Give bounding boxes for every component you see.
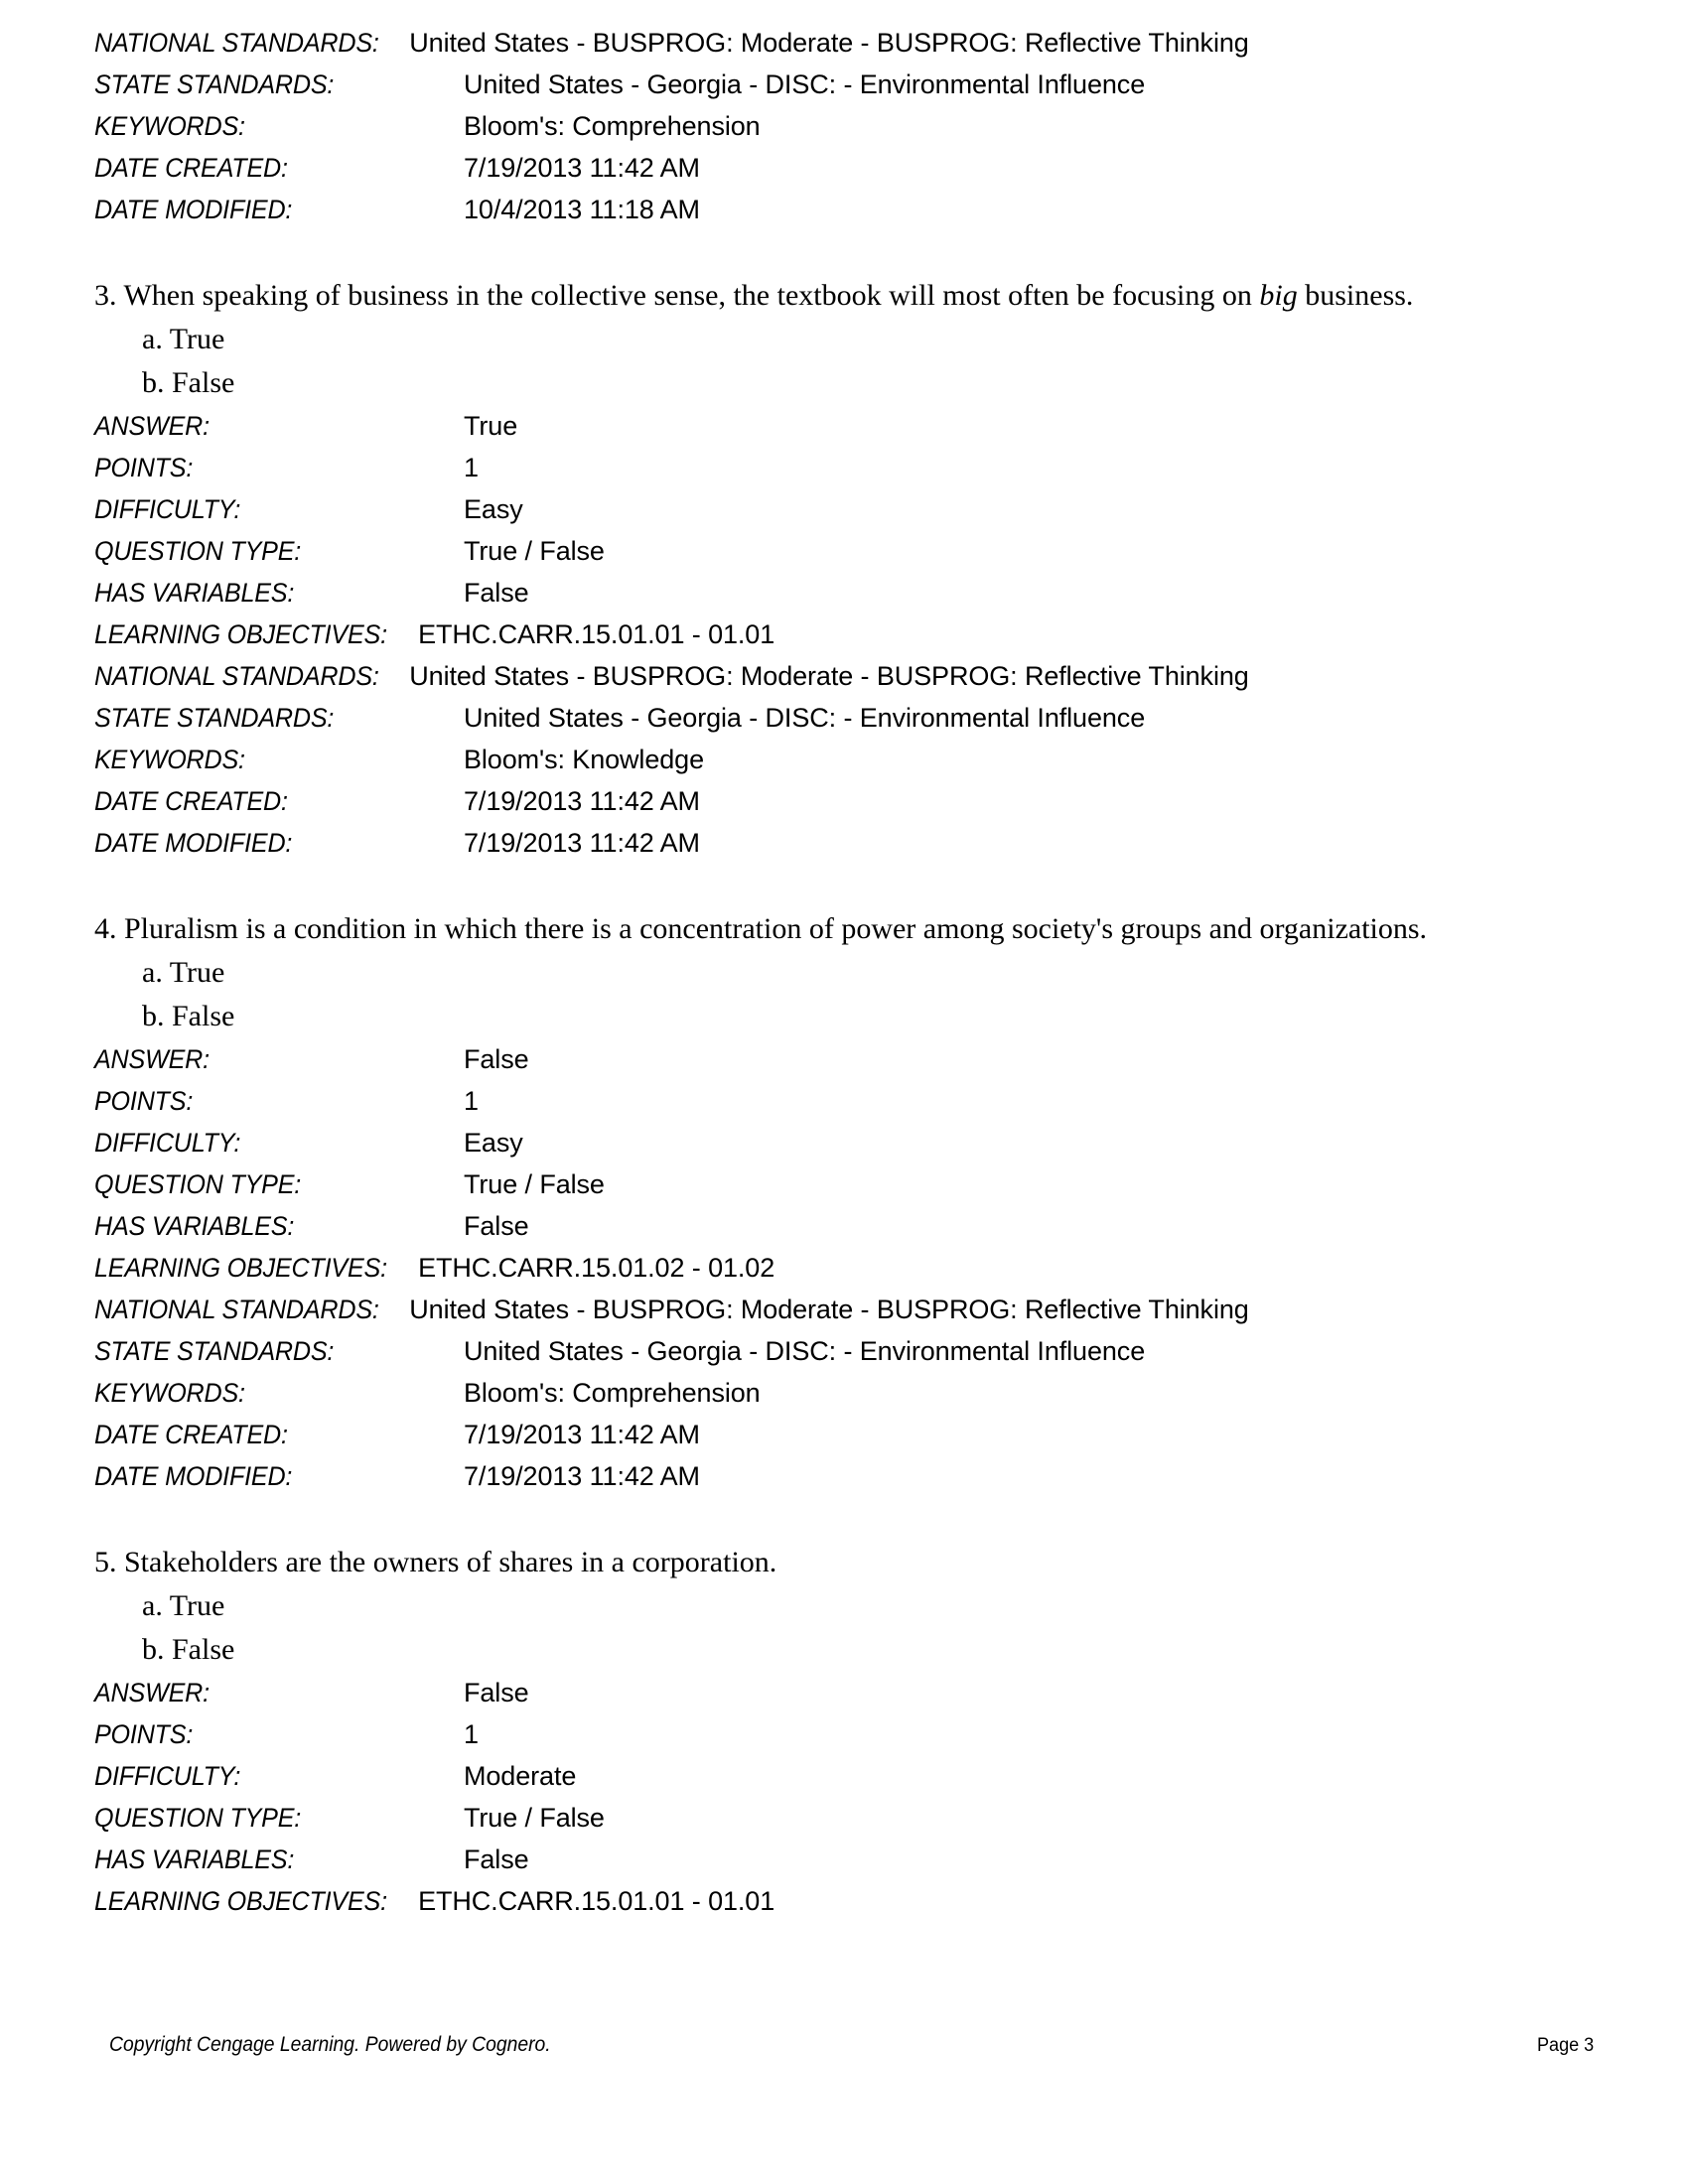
question-spacer-3	[94, 230, 1594, 274]
meta-value-keywords: Bloom's: Comprehension	[464, 111, 761, 141]
footer-page-number: Page 3	[1536, 2035, 1594, 2056]
meta-label-keywords: KEYWORDS:	[94, 745, 245, 774]
meta-label-question-type: QUESTION TYPE:	[94, 1169, 302, 1199]
meta-row-question-type-4	[94, 1163, 1594, 1205]
meta-value-difficulty-5: Moderate	[464, 1761, 577, 1791]
meta-label-keywords: KEYWORDS:	[94, 1378, 245, 1408]
meta-row-question-type-5	[94, 1797, 1594, 1839]
meta-row-keywords-4	[94, 1372, 1594, 1414]
meta-label-learning-objectives: LEARNING OBJECTIVES:	[94, 1253, 387, 1283]
choice-a-4[interactable]: a. True	[142, 956, 225, 989]
meta-value-question-type-3: True / False	[464, 536, 605, 566]
meta-row-has-variables-4	[94, 1205, 1594, 1247]
question-body-3-part1: When speaking of business in the collective sense, the textbook will most often be focusing on	[123, 279, 1260, 312]
meta-row-learning-objectives-4	[94, 1247, 1594, 1289]
meta-label-date-modified: DATE MODIFIED:	[94, 195, 293, 224]
question-spacer-4	[94, 864, 1594, 907]
meta-value-question-type-4: True / False	[464, 1169, 605, 1199]
question-emphasis-3: big	[1259, 279, 1298, 312]
meta-row-date-modified-4	[94, 1455, 1594, 1497]
meta-row-date-created-3	[94, 780, 1594, 822]
meta-label-learning-objectives: LEARNING OBJECTIVES:	[94, 619, 387, 649]
meta-row-difficulty-5	[94, 1755, 1594, 1797]
meta-label-state-standards: STATE STANDARDS:	[94, 703, 335, 733]
meta-label-date-created: DATE CREATED:	[94, 786, 288, 816]
meta-value-date-modified: 10/4/2013 11:18 AM	[464, 195, 700, 224]
meta-row-national-standards-3	[94, 655, 1594, 697]
meta-row-national-standards	[94, 22, 1594, 64]
meta-value-answer-3: True	[464, 411, 518, 441]
meta-row-learning-objectives-3	[94, 614, 1594, 655]
meta-row-date-created	[94, 147, 1594, 189]
question-text-4	[94, 907, 1594, 951]
question-number-4: 4.	[94, 912, 117, 945]
meta-row-date-created-4	[94, 1414, 1594, 1455]
meta-row-state-standards-4	[94, 1330, 1594, 1372]
meta-label-has-variables: HAS VARIABLES:	[94, 578, 295, 608]
meta-label-difficulty: DIFFICULTY:	[94, 1128, 241, 1158]
meta-label-learning-objectives: LEARNING OBJECTIVES:	[94, 1886, 387, 1916]
meta-value-has-variables-5: False	[464, 1844, 529, 1874]
meta-label-difficulty: DIFFICULTY:	[94, 494, 241, 524]
meta-value-national-standards-4: United States - BUSPROG: Moderate - BUSPROG: Reflective Thinking	[409, 1295, 1249, 1324]
meta-row-state-standards	[94, 64, 1594, 105]
page-content	[94, 0, 1594, 1922]
question-number-5: 5.	[94, 1546, 117, 1578]
meta-value-national-standards-3: United States - BUSPROG: Moderate - BUSPROG: Reflective Thinking	[409, 661, 1249, 691]
meta-value-answer-4: False	[464, 1044, 529, 1074]
meta-label-has-variables: HAS VARIABLES:	[94, 1844, 295, 1874]
meta-value-points-5: 1	[464, 1719, 479, 1749]
meta-row-date-modified	[94, 189, 1594, 230]
meta-row-date-modified-3	[94, 822, 1594, 864]
meta-row-answer-3	[94, 405, 1594, 447]
question-number-3: 3.	[94, 279, 117, 312]
choice-a-5[interactable]: a. True	[142, 1589, 225, 1622]
meta-row-has-variables-5	[94, 1839, 1594, 1880]
meta-label-answer: ANSWER:	[94, 1678, 210, 1707]
meta-row-points-5	[94, 1713, 1594, 1755]
meta-row-points-3	[94, 447, 1594, 488]
meta-value-date-created-3: 7/19/2013 11:42 AM	[464, 786, 700, 816]
meta-value-has-variables-4: False	[464, 1211, 529, 1241]
question-body-5: Stakeholders are the owners of shares in a corporation.	[124, 1546, 777, 1578]
meta-label-answer: ANSWER:	[94, 1044, 210, 1074]
meta-value-learning-objectives-5: ETHC.CARR.15.01.01 - 01.01	[418, 1886, 775, 1916]
meta-label-points: POINTS:	[94, 453, 194, 482]
meta-value-keywords-3: Bloom's: Knowledge	[464, 745, 704, 774]
meta-label-date-modified: DATE MODIFIED:	[94, 1461, 293, 1491]
meta-value-learning-objectives-4: ETHC.CARR.15.01.02 - 01.02	[418, 1253, 775, 1283]
meta-value-has-variables-3: False	[464, 578, 529, 608]
meta-value-state-standards: United States - Georgia - DISC: - Environmental Influence	[464, 69, 1146, 99]
meta-row-question-type-3	[94, 530, 1594, 572]
meta-label-keywords: KEYWORDS:	[94, 111, 245, 141]
meta-value-question-type-5: True / False	[464, 1803, 605, 1833]
meta-label-question-type: QUESTION TYPE:	[94, 1803, 302, 1833]
meta-value-difficulty-4: Easy	[464, 1128, 523, 1158]
choice-b-3[interactable]: b. False	[142, 366, 235, 399]
meta-label-state-standards: STATE STANDARDS:	[94, 69, 335, 99]
meta-value-state-standards-3: United States - Georgia - DISC: - Environmental Influence	[464, 703, 1146, 733]
meta-row-difficulty-4	[94, 1122, 1594, 1163]
meta-value-points-4: 1	[464, 1086, 479, 1116]
meta-value-state-standards-4: United States - Georgia - DISC: - Environmental Influence	[464, 1336, 1146, 1366]
meta-value-answer-5: False	[464, 1678, 529, 1707]
meta-label-date-modified: DATE MODIFIED:	[94, 828, 293, 858]
meta-label-date-created: DATE CREATED:	[94, 1420, 288, 1449]
meta-value-difficulty-3: Easy	[464, 494, 523, 524]
top-spacer	[94, 0, 1594, 22]
meta-label-points: POINTS:	[94, 1086, 194, 1116]
meta-value-learning-objectives-3: ETHC.CARR.15.01.01 - 01.01	[418, 619, 775, 649]
question-text-5	[94, 1541, 1594, 1584]
meta-value-date-modified-3: 7/19/2013 11:42 AM	[464, 828, 700, 858]
meta-row-answer-5	[94, 1672, 1594, 1713]
meta-label-points: POINTS:	[94, 1719, 194, 1749]
meta-value-keywords-4: Bloom's: Comprehension	[464, 1378, 761, 1408]
meta-row-has-variables-3	[94, 572, 1594, 614]
meta-value-date-modified-4: 7/19/2013 11:42 AM	[464, 1461, 700, 1491]
footer-copyright: Copyright Cengage Learning. Powered by Cognero.	[109, 2033, 551, 2056]
meta-label-question-type: QUESTION TYPE:	[94, 536, 302, 566]
meta-row-answer-4	[94, 1038, 1594, 1080]
meta-row-points-4	[94, 1080, 1594, 1122]
meta-label-national-standards: NATIONAL STANDARDS:	[94, 1295, 379, 1324]
question-spacer-5	[94, 1497, 1594, 1541]
question-body-3-part2: business.	[1297, 279, 1414, 312]
meta-row-national-standards-4	[94, 1289, 1594, 1330]
meta-label-difficulty: DIFFICULTY:	[94, 1761, 241, 1791]
meta-row-state-standards-3	[94, 697, 1594, 739]
meta-row-keywords-3	[94, 739, 1594, 780]
meta-value-date-created-4: 7/19/2013 11:42 AM	[464, 1420, 700, 1449]
meta-value-date-created: 7/19/2013 11:42 AM	[464, 153, 700, 183]
meta-label-national-standards: NATIONAL STANDARDS:	[94, 661, 379, 691]
meta-value-points-3: 1	[464, 453, 479, 482]
question-text-3	[94, 274, 1594, 318]
choice-a-3[interactable]: a. True	[142, 323, 225, 355]
meta-label-national-standards: NATIONAL STANDARDS:	[94, 28, 379, 58]
meta-label-date-created: DATE CREATED:	[94, 153, 288, 183]
choice-b-4[interactable]: b. False	[142, 1000, 235, 1032]
question-body-4: Pluralism is a condition in which there is a concentration of power among society's groups and organizations.	[124, 912, 1428, 945]
meta-row-learning-objectives-5	[94, 1880, 1594, 1922]
meta-row-keywords	[94, 105, 1594, 147]
choice-b-5[interactable]: b. False	[142, 1633, 235, 1666]
meta-value-national-standards: United States - BUSPROG: Moderate - BUSPROG: Reflective Thinking	[409, 28, 1249, 58]
page-footer	[109, 2033, 1594, 2057]
meta-row-difficulty-3	[94, 488, 1594, 530]
meta-label-state-standards: STATE STANDARDS:	[94, 1336, 335, 1366]
meta-label-has-variables: HAS VARIABLES:	[94, 1211, 295, 1241]
meta-label-answer: ANSWER:	[94, 411, 210, 441]
